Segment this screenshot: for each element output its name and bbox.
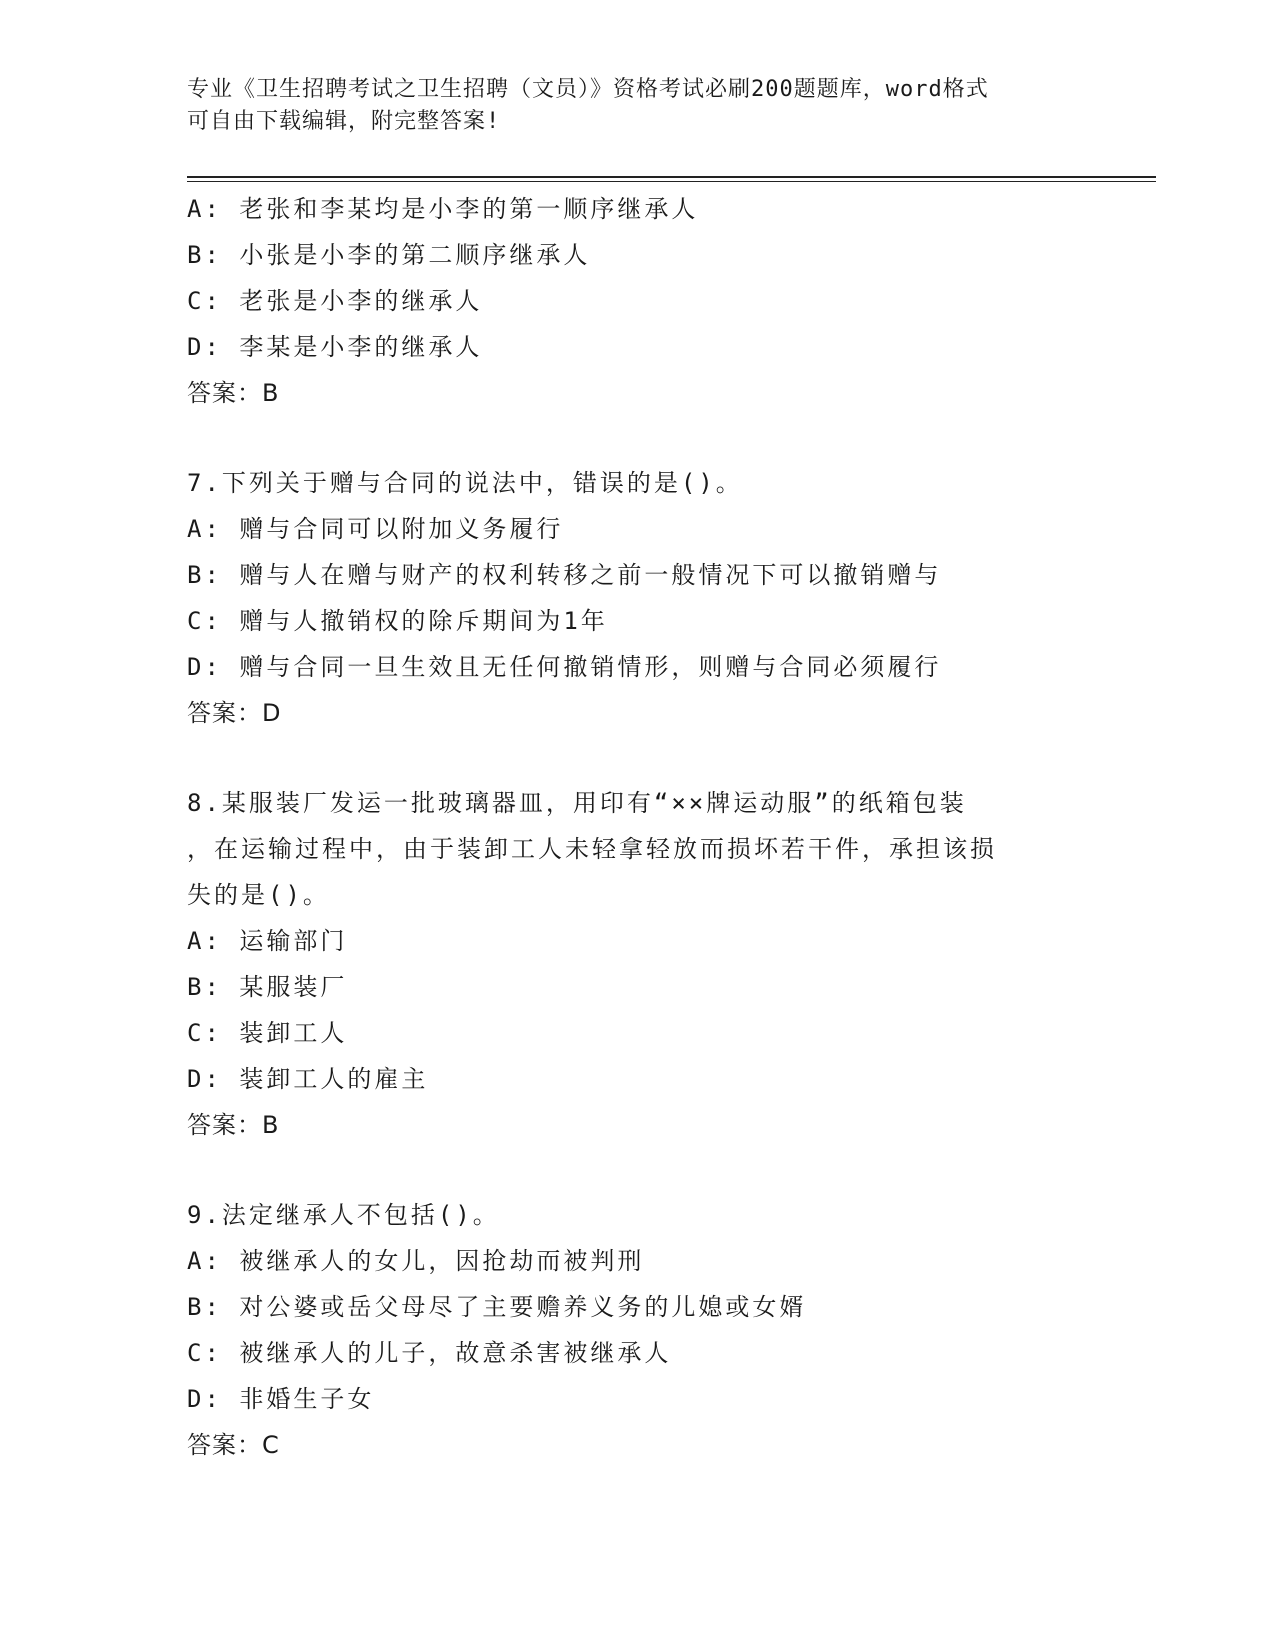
question-text-line-2: ，在运输过程中，由于装卸工人未轻拿轻放而损坏若干件，承担该损 <box>187 835 997 863</box>
option-b: B: 对公婆或岳父母尽了主要赡养义务的儿媳或女婿 <box>187 1293 807 1321</box>
question-text-line-1: 8.某服装厂发运一批玻璃器皿，用印有“××牌运动服”的纸箱包装 <box>187 789 967 817</box>
question-7 <box>187 460 1087 736</box>
question-text-line-3: 失的是()。 <box>187 881 330 909</box>
header-divider <box>187 176 1156 182</box>
option-d: D: 赠与合同一旦生效且无任何撤销情形，则赠与合同必须履行 <box>187 653 942 681</box>
option-c: C: 被继承人的儿子，故意杀害被继承人 <box>187 1339 672 1367</box>
answer: 答案：B <box>187 379 280 407</box>
question-9 <box>187 1192 1087 1468</box>
question-text: 9.法定继承人不包括()。 <box>187 1201 500 1229</box>
question-list <box>187 186 1087 1468</box>
option-c: C: 老张是小李的继承人 <box>187 287 483 315</box>
spacer <box>187 1148 1087 1192</box>
option-b: B: 小张是小李的第二顺序继承人 <box>187 241 591 269</box>
option-d: D: 装卸工人的雇主 <box>187 1065 429 1093</box>
answer: 答案：B <box>187 1111 280 1139</box>
option-a: A: 赠与合同可以附加义务履行 <box>187 515 564 543</box>
option-b: B: 某服装厂 <box>187 973 348 1001</box>
option-c: C: 赠与人撤销权的除斥期间为1年 <box>187 607 608 635</box>
option-a: A: 运输部门 <box>187 927 348 955</box>
option-c: C: 装卸工人 <box>187 1019 348 1047</box>
question-8 <box>187 780 1087 1148</box>
question-text: 7.下列关于赠与合同的说法中，错误的是()。 <box>187 469 743 497</box>
option-b: B: 赠与人在赠与财产的权利转移之前一般情况下可以撤销赠与 <box>187 561 942 589</box>
question-6 <box>187 186 1087 416</box>
spacer <box>187 736 1087 780</box>
document-header <box>187 74 1067 138</box>
option-d: D: 李某是小李的继承人 <box>187 333 483 361</box>
option-d: D: 非婚生子女 <box>187 1385 375 1413</box>
spacer <box>187 416 1087 460</box>
option-a: A: 老张和李某均是小李的第一顺序继承人 <box>187 195 699 223</box>
header-line-1: 专业《卫生招聘考试之卫生招聘（文员）》资格考试必刷200题题库，word格式 <box>187 77 989 102</box>
option-a: A: 被继承人的女儿，因抢劫而被判刑 <box>187 1247 645 1275</box>
answer: 答案：C <box>187 1431 280 1459</box>
answer: 答案：D <box>187 699 282 727</box>
header-line-2: 可自由下载编辑，附完整答案! <box>187 109 501 134</box>
